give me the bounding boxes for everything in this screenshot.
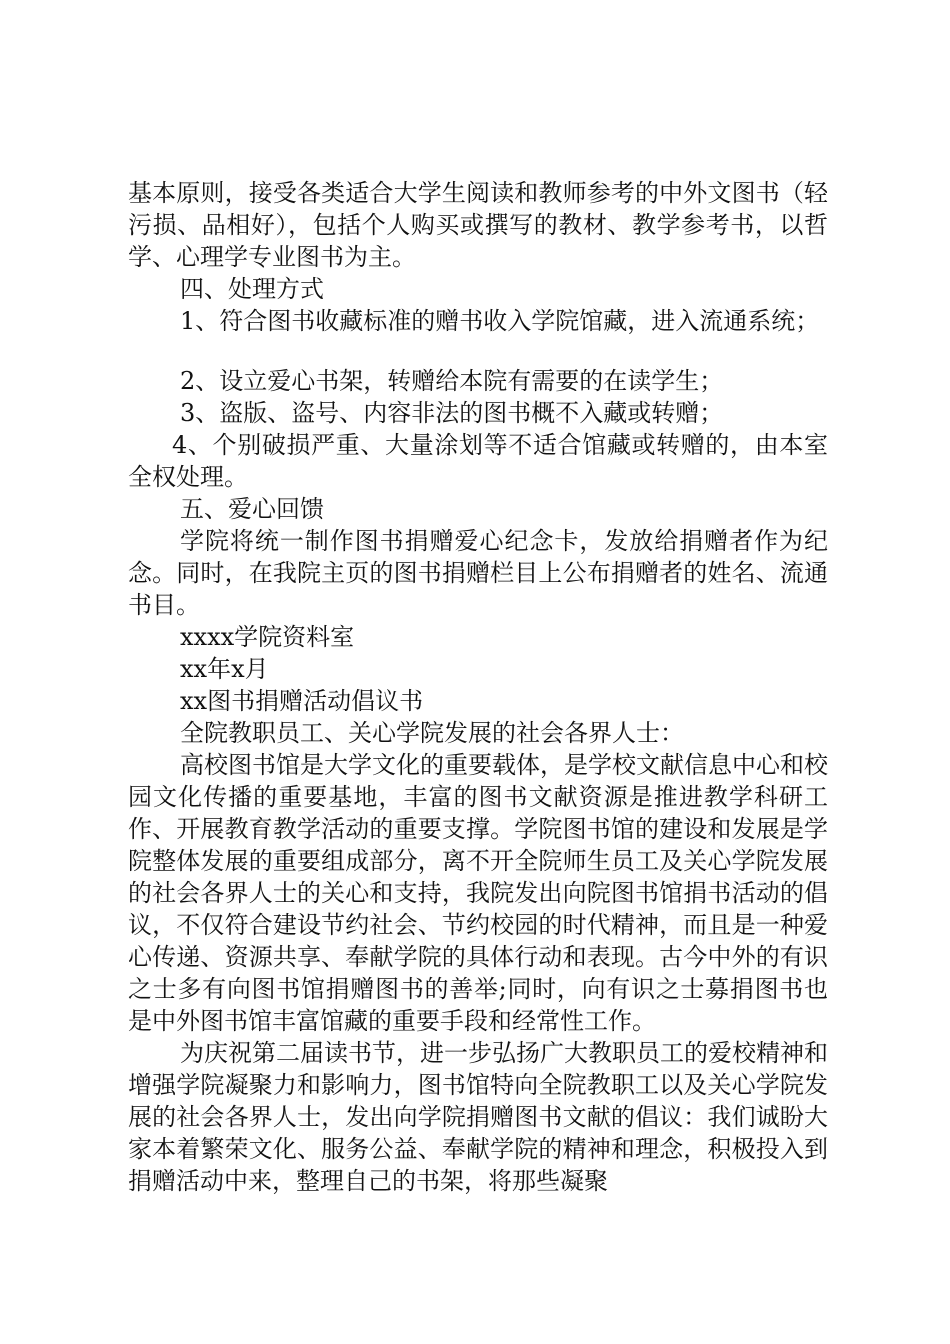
- paragraph-library-role: 高校图书馆是大学文化的重要载体，是学校文献信息中心和校园文化传播的重要基地，丰富的图书文献资源是推进教学科研工作、开展教育教学活动的重要支撑。学院图书馆的建设和发展是学院整体发展的重要组成部分，离不开全院师生员工及关心学院发展的社会各界人士的关心和支持，我院发出向院图书馆捐书活动的倡议，不仅符合建设节约社会、节约校园的时代精神，而且是一种爱心传递、资源共享、奉献学院的具体行动和表现。古今中外的有识之士多有向图书馆捐赠图书的善举;同时，向有识之士募捐图书也是中外图书馆丰富馆藏的重要手段和经常性工作。: [128, 751, 828, 1035]
- proposal-salutation: 全院教职员工、关心学院发展的社会各界人士：: [180, 719, 684, 747]
- signature-office: xxxx学院资料室: [180, 623, 355, 651]
- document-body: [128, 177, 828, 1197]
- list-item-1: 1、符合图书收藏标准的赠书收入学院馆藏，进入流通系统；: [180, 307, 820, 335]
- paragraph-reading-festival: 为庆祝第二届读书节，进一步弘扬广大教职员工的爱校精神和增强学院凝聚力和影响力，图书馆特向全院教职工以及关心学院发展的社会各界人士，发出向学院捐赠图书文献的倡议：我们诚盼大家本着繁荣文化、服务公益、奉献学院的精神和理念，积极投入到捐赠活动中来，整理自己的书架，将那些凝聚: [128, 1039, 828, 1195]
- paragraph-feedback: 学院将统一制作图书捐赠爱心纪念卡，发放给捐赠者作为纪念。同时，在我院主页的图书捐赠栏目上公布捐赠者的姓名、流通书目。: [128, 527, 828, 619]
- proposal-title: xx图书捐赠活动倡议书: [180, 687, 424, 715]
- paragraph-basic-principle: 基本原则，接受各类适合大学生阅读和教师参考的中外文图书（轻污损、品相好），包括个人购买或撰写的教材、教学参考书，以哲学、心理学专业图书为主。: [128, 179, 828, 271]
- signature-date: xx年x月: [180, 655, 269, 683]
- list-item-3: 3、盗版、盗号、内容非法的图书概不入藏或转赠；: [180, 399, 724, 427]
- list-item-4: 4、个别破损严重、大量涂划等不适合馆藏或转赠的，由本室全权处理。: [128, 431, 828, 491]
- list-item-2: 2、设立爱心书架，转赠给本院有需要的在读学生；: [180, 367, 724, 395]
- heading-processing-method: 四、处理方式: [180, 275, 324, 303]
- heading-love-feedback: 五、爱心回馈: [180, 495, 324, 523]
